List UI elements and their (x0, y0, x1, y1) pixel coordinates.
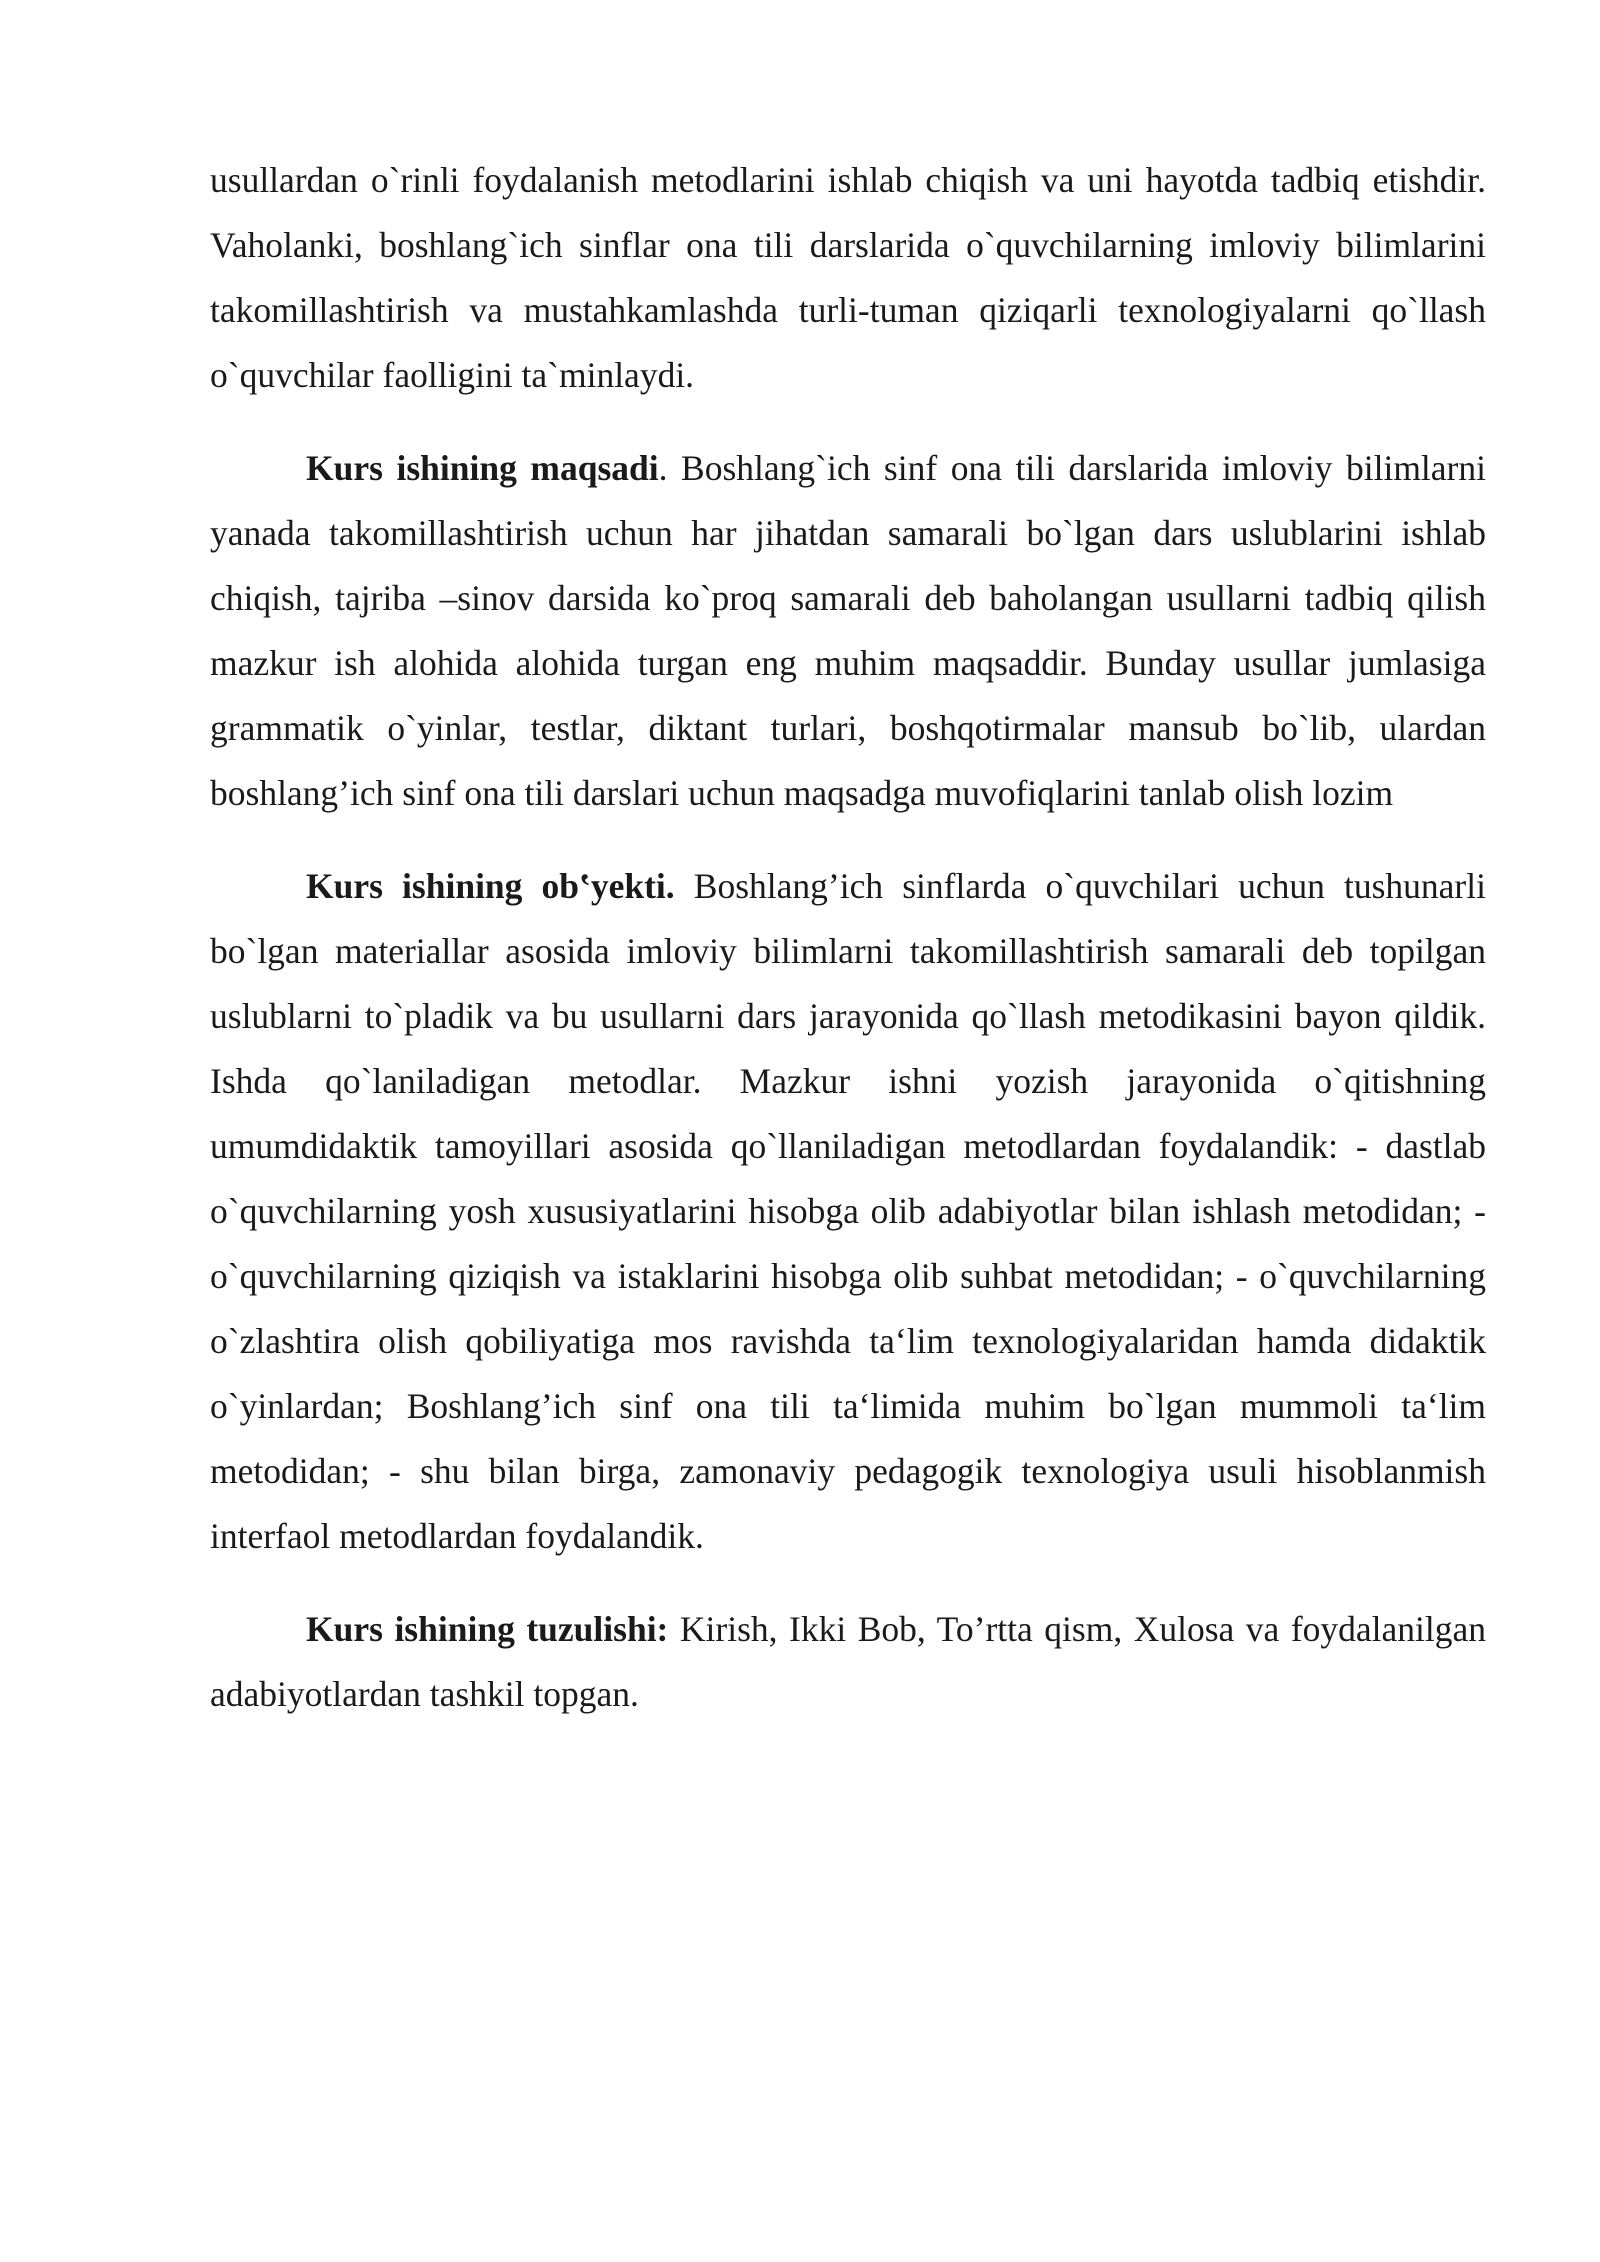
paragraph-maqsadi-text: . Boshlang`ich sinf ona tili darslarida imloviy bilimlarni yanada takomillashtirish uchun har jihatdan samarali bo`lgan dars uslublarini ishlab chiqish, tajriba –sinov darsida ko`proq samarali deb baholangan usullarni tadbiq qilish mazkur ish alohida alohida turgan eng muhim maqsaddir. Bunday usullar jumlasiga grammatik o`yinlar, testlar, diktant turlari, boshqotirmalar mansub bo`lib, ulardan boshlang’ich sinf ona tili darslari uchun maqsadga muvofiqlarini tanlab olish lozim (210, 448, 1486, 813)
paragraph-intro (210, 148, 1486, 408)
heading-tuzulishi: Kurs ishining tuzulishi: (306, 1609, 669, 1649)
heading-maqsadi: Kurs ishining maqsadi (306, 448, 659, 488)
paragraph-intro-text: usullardan o`rinli foydalanish metodlarini ishlab chiqish va uni hayotda tadbiq etishdir. Vaholanki, boshlang`ich sinflar ona tili darslarida o`quvchilarning imloviy bilimlarini takomillashtirish va mustahkamlashda turli-tuman qiziqarli texnologiyalarni qo`llash o`quvchilar faolligini ta`minlaydi. (210, 160, 1486, 395)
paragraph-tuzulishi (210, 1597, 1486, 1727)
paragraph-tuzulishi-text: Kirish, Ikki Bob, To’rtta qism, Xulosa va foydalanilgan adabiyotlardan tashkil topgan. (210, 1609, 1486, 1714)
paragraph-maqsadi (210, 436, 1486, 826)
paragraph-obyekti-text: Boshlang’ich sinflarda o`quvchilari uchun tushunarli bo`lgan materiallar asosida imloviy bilimlarni takomillashtirish samarali deb topilgan uslublarni to`pladik va bu usullarni dars jarayonida qo`llash metodikasini bayon qildik. Ishda qo`laniladigan metodlar. Mazkur ishni yozish jarayonida o`qitishning umumdidaktik tamoyillari asosida qo`llaniladigan metodlardan foydalandik: - dastlab o`quvchilarning yosh xususiyatlarini hisobga olib adabiyotlar bilan ishlash metodidan; - o`quvchilarning qiziqish va istaklarini hisobga olib suhbat metodidan; - o`quvchilarning o`zlashtira olish qobiliyatiga mos ravishda ta‘lim texnologiyalaridan hamda didaktik o`yinlardan; Boshlang’ich sinf ona tili ta‘limida muhim bo`lgan mummoli ta‘lim metodidan; - shu bilan birga, zamonaviy pedagogik texnologiya usuli hisoblanmish interfaol metodlardan foydalandik. (210, 866, 1486, 1556)
paragraph-obyekti (210, 854, 1486, 1569)
document-body (210, 148, 1486, 1755)
heading-obyekti: Kurs ishining ob‛yekti. (306, 866, 675, 906)
